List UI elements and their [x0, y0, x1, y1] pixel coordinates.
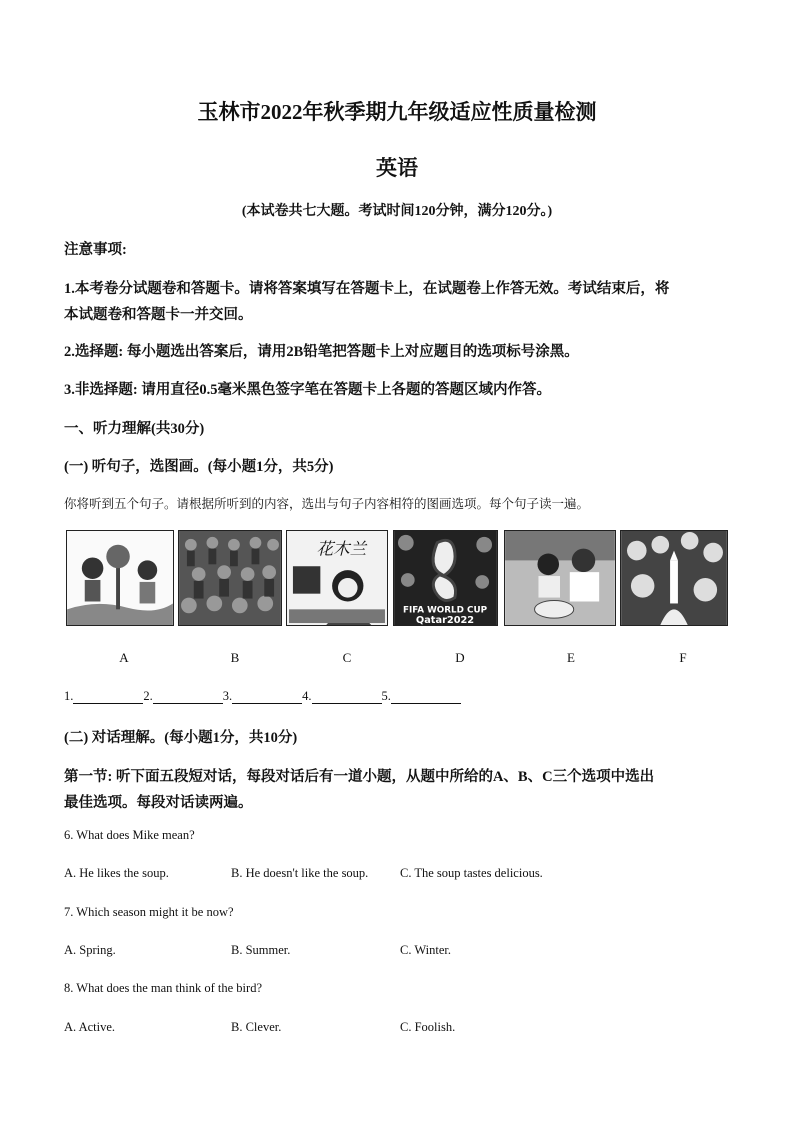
- picture-label-d: D: [455, 650, 465, 665]
- question-6-option-b: B. He doesn't like the soup.: [231, 866, 369, 880]
- question-6-option-c: C. The soup tastes delicious.: [400, 866, 543, 880]
- section-1-heading: 一、听力理解(共30分): [64, 421, 205, 437]
- answer-number-1: 1.: [64, 689, 74, 703]
- part-1-heading: (一) 听句子，选图画。(每小题1分，共5分): [64, 459, 334, 475]
- note-item-2: 2.选择题: 每小题选出答案后，请用2B铅笔把答题卡上对应题目的选项标号涂黑。: [64, 344, 579, 360]
- picture-f: [620, 530, 728, 626]
- exam-title: 玉林市2022年秋季期九年级适应性质量检测: [197, 100, 597, 124]
- picture-c: [286, 530, 388, 626]
- part-2-instructions-line-1: 第一节: 听下面五段短对话，每段对话后有一道小题，从题中所给的A、B、C三个选项中选出: [64, 769, 655, 785]
- answer-blanks: [64, 689, 461, 704]
- question-7-option-b: B. Summer.: [231, 943, 291, 957]
- picture-label-e: E: [567, 650, 575, 665]
- answer-blank-4[interactable]: [312, 691, 382, 704]
- answer-blank-5[interactable]: [391, 691, 461, 704]
- answer-number-5: 5.: [381, 689, 391, 703]
- question-7-stem: 7. Which season might it be now?: [64, 905, 234, 919]
- picture-d: [393, 530, 498, 626]
- answer-blank-1[interactable]: [73, 691, 143, 704]
- children-playing-image: [67, 531, 173, 625]
- rocket-launch-image: [621, 531, 727, 625]
- picture-label-c: C: [342, 650, 352, 665]
- question-8-option-b: B. Clever.: [231, 1020, 282, 1034]
- question-8-option-a: A. Active.: [64, 1020, 116, 1034]
- note-item-1-line-1: 1.本考卷分试题卷和答题卡。请将答案填写在答题卡上，在试题卷上作答无效。考试结束后，将: [64, 281, 670, 297]
- pottery-class-image: [505, 531, 615, 625]
- question-8-option-c: C. Foolish.: [400, 1020, 456, 1034]
- answer-number-2: 2.: [143, 689, 153, 703]
- subject-title: 英语: [376, 156, 418, 180]
- world-cup-caption-line-2: Qatar2022: [415, 615, 475, 625]
- question-7-option-a: A. Spring.: [64, 943, 116, 957]
- answer-blank-2[interactable]: [153, 691, 223, 704]
- mulan-caption: 花木兰: [316, 539, 367, 559]
- part-2-instructions-line-2: 最佳选项。每段对话读两遍。: [64, 795, 253, 811]
- mulan-poster-image: [287, 531, 387, 625]
- question-8-stem: 8. What does the man think of the bird?: [64, 981, 262, 995]
- answer-blank-3[interactable]: [232, 691, 302, 704]
- part-2-heading: (二) 对话理解。(每小题1分，共10分): [64, 730, 298, 746]
- note-item-3: 3.非选择题: 请用直径0.5毫米黑色签字笔在答题卡上各题的答题区域内作答。: [64, 382, 551, 398]
- picture-e: [504, 530, 616, 626]
- answer-number-3: 3.: [222, 689, 233, 703]
- terracotta-warriors-image: [179, 531, 281, 625]
- exam-info: (本试卷共七大题。考试时间120分钟，满分120分。): [241, 204, 553, 219]
- part-1-instructions: 你将听到五个句子。请根据所听到的内容，选出与句子内容相符的图画选项。每个句子读一遍。: [64, 496, 590, 511]
- answer-number-4: 4.: [302, 689, 312, 703]
- question-7-option-c: C. Winter.: [400, 943, 452, 957]
- world-cup-logo-image: [394, 531, 497, 625]
- picture-label-b: B: [230, 650, 240, 665]
- question-6-option-a: A. He likes the soup.: [64, 866, 169, 880]
- question-6-stem: 6. What does Mike mean?: [64, 828, 195, 842]
- world-cup-caption-line-1: FIFA WORLD CUP: [402, 605, 488, 616]
- picture-b: [178, 530, 282, 626]
- picture-label-a: A: [119, 650, 129, 665]
- picture-label-f: F: [679, 650, 687, 665]
- picture-a: [66, 530, 174, 626]
- notes-heading: 注意事项:: [64, 242, 127, 258]
- note-item-1-line-2: 本试题卷和答题卡一并交回。: [64, 307, 253, 323]
